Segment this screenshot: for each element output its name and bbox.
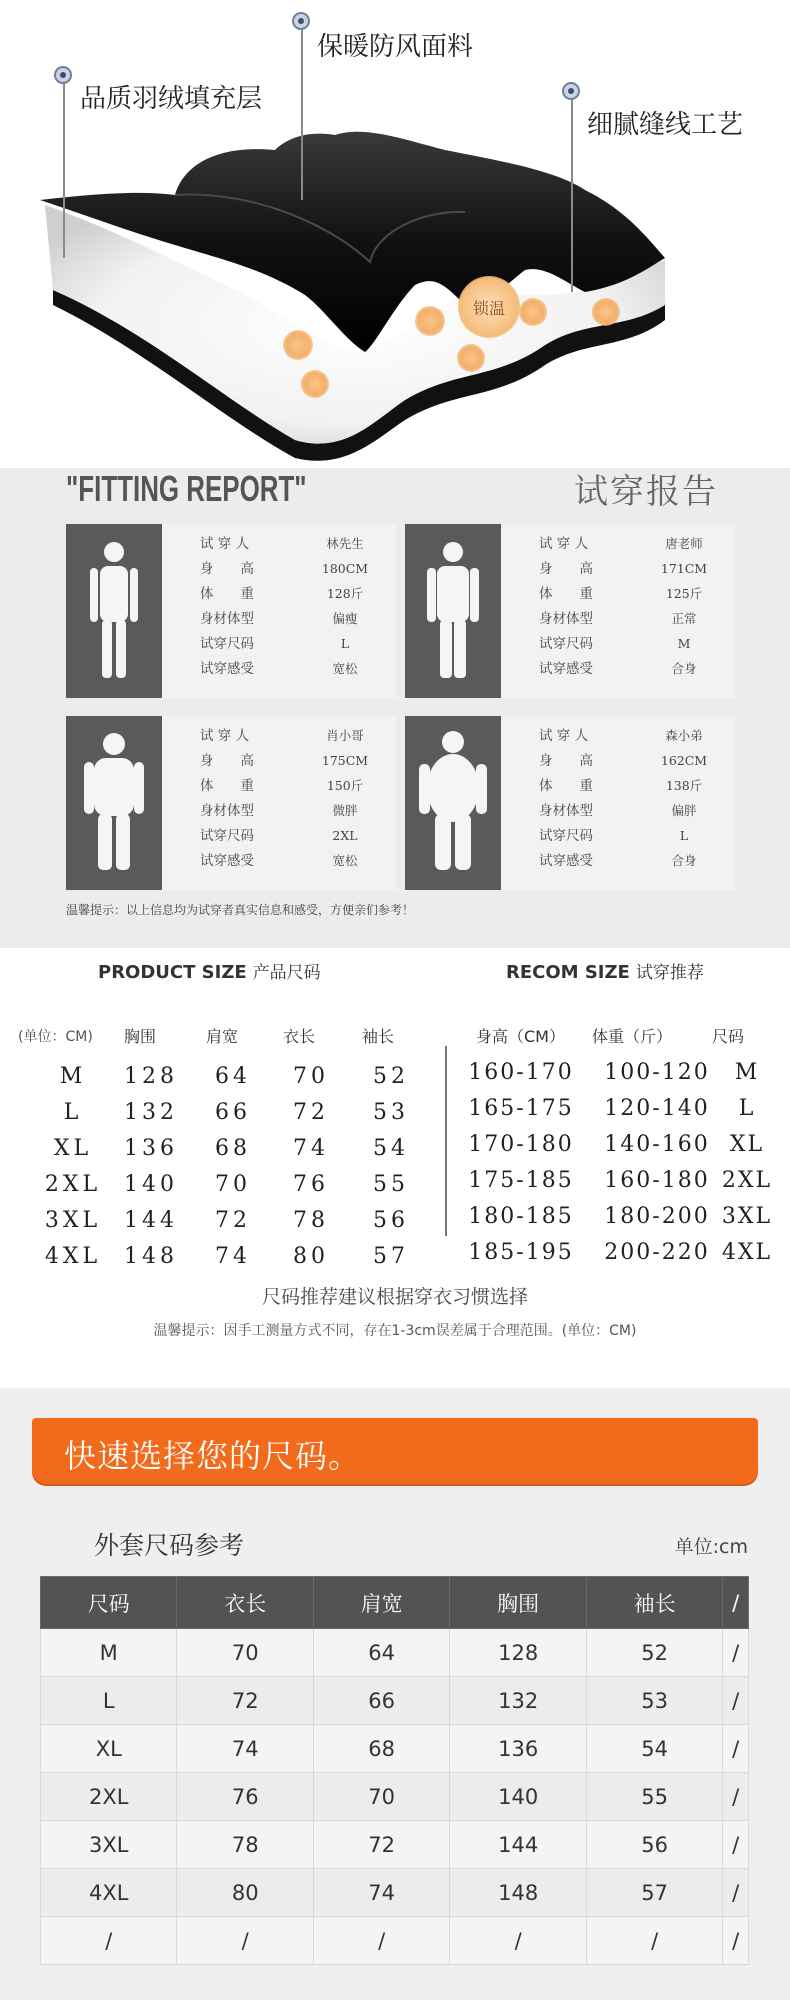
- tester-height: 180CM: [321, 561, 369, 576]
- coat-size-cell: 52: [586, 1629, 722, 1677]
- size-tip: 温馨提示：因手工测量方式不同，存在1-3cm误差属于合理范围。(单位：CM): [153, 1323, 637, 1339]
- recom-size-range: 180-185: [468, 1204, 574, 1229]
- coat-size-row: [41, 1869, 749, 1917]
- tester-card: 试 穿 人 林先生 身 高 180CM 体 重 128斤 身材体型 偏瘦 试穿尺码 L 试穿感受 宽松: [66, 524, 396, 698]
- normal-figure-icon: [405, 524, 501, 698]
- callout-pin-icon: [562, 82, 580, 100]
- coat-size-cell: 2XL: [41, 1773, 177, 1821]
- tester-size: L: [679, 828, 689, 843]
- quick-size-banner: [32, 1418, 758, 1484]
- size-value: 144: [124, 1208, 178, 1233]
- callout-windproof: 保暖防风面料: [317, 32, 474, 62]
- recom-size-range: 140-160: [604, 1132, 710, 1157]
- recom-size-label: XL: [729, 1132, 765, 1157]
- size-value: 140: [124, 1172, 178, 1197]
- coat-size-cell: 136: [450, 1725, 586, 1773]
- tester-feel: 宽松: [332, 661, 358, 676]
- size-label: 3XL: [44, 1208, 102, 1233]
- coat-size-cell: 70: [177, 1629, 313, 1677]
- size-value: 53: [373, 1100, 409, 1125]
- warmth-dot: [519, 298, 547, 326]
- recom-size-label: 2XL: [721, 1168, 773, 1193]
- coat-size-cell: /: [313, 1917, 449, 1965]
- callout-pin-icon: [54, 66, 72, 84]
- product-size-header: 衣长: [283, 1027, 316, 1046]
- coat-size-cell: /: [723, 1773, 749, 1821]
- coat-size-cell: 66: [313, 1677, 449, 1725]
- recom-size-heading: RECOM SIZE 试穿推荐: [506, 962, 704, 983]
- coat-size-cell: /: [723, 1821, 749, 1869]
- coat-size-cell: 140: [450, 1773, 586, 1821]
- recom-size-header: 体重（斤）: [592, 1027, 673, 1046]
- coat-size-cell: 144: [450, 1821, 586, 1869]
- coat-size-cell: XL: [41, 1725, 177, 1773]
- coat-size-cell: /: [177, 1917, 313, 1965]
- slim-figure-icon: [66, 524, 162, 698]
- coat-size-header-row: [41, 1577, 749, 1629]
- heavy-figure-icon: [405, 716, 501, 890]
- size-value: 68: [215, 1136, 251, 1161]
- tester-card: 试 穿 人 肖小哥 身 高 175CM 体 重 150斤 身材体型 微胖 试穿尺码 2XL 试穿感受 宽松: [66, 716, 396, 890]
- tester-feel: 合身: [671, 853, 697, 868]
- coat-size-cell: 70: [313, 1773, 449, 1821]
- product-size-unit-header: (单位：CM): [18, 1029, 93, 1045]
- size-value: 64: [215, 1064, 251, 1089]
- size-label: 4XL: [44, 1244, 102, 1269]
- callout-stitching: 细腻缝线工艺: [587, 110, 744, 140]
- tester-card: 试 穿 人 唐老师 身 高 171CM 体 重 125斤 身材体型 正常 试穿尺码 M 试穿感受 合身: [405, 524, 735, 698]
- tester-weight: 138斤: [665, 778, 703, 793]
- recom-size-range: 185-195: [468, 1240, 574, 1265]
- coat-size-row: [41, 1821, 749, 1869]
- coat-size-cell: 53: [586, 1677, 722, 1725]
- quick-size-banner-text: 快速选择您的尺码。: [64, 1437, 362, 1475]
- tester-size: L: [340, 636, 350, 651]
- tester-weight: 125斤: [665, 586, 703, 601]
- tester-name: 唐老师: [665, 536, 703, 551]
- warmth-dot: [592, 298, 620, 326]
- coat-size-row: [41, 1725, 749, 1773]
- size-value: 76: [293, 1172, 329, 1197]
- size-value: 128: [124, 1064, 178, 1089]
- size-value: 72: [293, 1100, 329, 1125]
- stocky-figure-icon: [66, 716, 162, 890]
- size-value: 74: [215, 1244, 251, 1269]
- tester-height: 171CM: [660, 561, 708, 576]
- recom-size-header: 身高（CM）: [476, 1027, 565, 1046]
- coat-size-row: [41, 1677, 749, 1725]
- recom-size-range: 100-120: [604, 1060, 710, 1085]
- size-label: XL: [53, 1136, 93, 1161]
- coat-size-cell: 56: [586, 1821, 722, 1869]
- size-label: M: [59, 1064, 87, 1089]
- warmth-dot: [283, 330, 313, 360]
- coat-size-cell: /: [586, 1917, 722, 1965]
- coat-size-cell: 74: [177, 1725, 313, 1773]
- size-value: 132: [124, 1100, 178, 1125]
- tester-body: 偏瘦: [332, 611, 358, 626]
- coat-size-cell: 80: [177, 1869, 313, 1917]
- fitting-note: 温馨提示：以上信息均为试穿者真实信息和感受，方便亲们参考！: [66, 903, 415, 917]
- down-jacket-cross-section-image: [25, 0, 770, 468]
- coat-size-header-cell: 衣长: [177, 1577, 313, 1629]
- tester-body: 正常: [671, 611, 697, 626]
- tester-feel: 宽松: [332, 853, 358, 868]
- size-value: 80: [293, 1244, 329, 1269]
- size-value: 70: [215, 1172, 251, 1197]
- tester-name: 肖小哥: [326, 728, 364, 743]
- size-value: 70: [293, 1064, 329, 1089]
- coat-size-header-cell: 尺码: [41, 1577, 177, 1629]
- tester-name: 林先生: [326, 536, 364, 551]
- size-value: 136: [124, 1136, 178, 1161]
- coat-size-cell: 132: [450, 1677, 586, 1725]
- fitting-report-title-cn: 试穿报告: [574, 472, 718, 512]
- coat-size-cell: 54: [586, 1725, 722, 1773]
- tester-weight: 150斤: [326, 778, 364, 793]
- coat-size-cell: 72: [313, 1821, 449, 1869]
- size-label: L: [63, 1100, 83, 1125]
- callout-line: [63, 78, 65, 258]
- tester-weight: 128斤: [326, 586, 364, 601]
- tester-name: 森小弟: [665, 728, 703, 743]
- warmth-lock-label: 锁温: [472, 298, 505, 318]
- coat-size-row: [41, 1629, 749, 1677]
- size-value: 54: [373, 1136, 409, 1161]
- callout-pin-icon: [292, 12, 310, 30]
- quick-size-section: [0, 1388, 790, 2000]
- recom-size-range: 160-180: [604, 1168, 710, 1193]
- tester-height: 162CM: [660, 753, 708, 768]
- recom-size-label: 3XL: [721, 1204, 773, 1229]
- size-value: 52: [373, 1064, 409, 1089]
- size-value: 55: [373, 1172, 409, 1197]
- coat-size-cell: /: [723, 1629, 749, 1677]
- coat-size-header-cell: 肩宽: [313, 1577, 449, 1629]
- product-size-header: 胸围: [124, 1027, 157, 1046]
- coat-size-cell: 68: [313, 1725, 449, 1773]
- size-label: 2XL: [44, 1172, 102, 1197]
- callout-line: [571, 96, 573, 292]
- size-value: 56: [373, 1208, 409, 1233]
- tester-feel: 合身: [671, 661, 697, 676]
- coat-size-row: [41, 1773, 749, 1821]
- recom-size-range: 180-200: [604, 1204, 710, 1229]
- fitting-report-section: [0, 468, 790, 948]
- callout-line: [301, 30, 303, 200]
- recom-size-range: 165-175: [468, 1096, 574, 1121]
- coat-size-cell: 148: [450, 1869, 586, 1917]
- coat-size-cell: 74: [313, 1869, 449, 1917]
- coat-size-unit: 单位:cm: [674, 1536, 748, 1558]
- coat-size-cell: 78: [177, 1821, 313, 1869]
- size-advice: 尺码推荐建议根据穿衣习惯选择: [261, 1286, 528, 1308]
- recom-size-range: 170-180: [468, 1132, 574, 1157]
- recom-size-range: 175-185: [468, 1168, 574, 1193]
- size-value: 57: [373, 1244, 409, 1269]
- coat-size-cell: /: [723, 1869, 749, 1917]
- warmth-lock-badge: [458, 276, 520, 338]
- recom-size-range: 160-170: [468, 1060, 574, 1085]
- coat-size-cell: /: [41, 1917, 177, 1965]
- product-size-header: 袖长: [362, 1027, 395, 1046]
- coat-size-header-cell: 袖长: [586, 1577, 722, 1629]
- recom-size-header: 尺码: [712, 1027, 745, 1046]
- recom-size-label: L: [738, 1096, 756, 1121]
- recom-size-range: 120-140: [604, 1096, 710, 1121]
- product-size-heading: PRODUCT SIZE 产品尺码: [98, 962, 321, 983]
- coat-size-cell: 128: [450, 1629, 586, 1677]
- coat-size-cell: 64: [313, 1629, 449, 1677]
- coat-size-header-cell: /: [723, 1577, 749, 1629]
- size-value: 148: [124, 1244, 178, 1269]
- coat-size-header-cell: 胸围: [450, 1577, 586, 1629]
- size-chart-divider: [445, 1046, 447, 1236]
- coat-size-cell: 4XL: [41, 1869, 177, 1917]
- coat-size-cell: /: [723, 1725, 749, 1773]
- tester-height: 175CM: [321, 753, 369, 768]
- product-size-header: 肩宽: [206, 1027, 239, 1046]
- tester-body: 微胖: [332, 803, 358, 818]
- coat-size-cell: 55: [586, 1773, 722, 1821]
- coat-size-cell: /: [723, 1917, 749, 1965]
- size-value: 72: [215, 1208, 251, 1233]
- coat-size-cell: 72: [177, 1677, 313, 1725]
- coat-size-cell: /: [723, 1677, 749, 1725]
- size-value: 78: [293, 1208, 329, 1233]
- recom-size-label: 4XL: [721, 1240, 773, 1265]
- tester-body: 偏胖: [671, 803, 697, 818]
- coat-size-cell: 57: [586, 1869, 722, 1917]
- coat-size-cell: L: [41, 1677, 177, 1725]
- size-value: 66: [215, 1100, 251, 1125]
- coat-size-row: [41, 1917, 749, 1965]
- tester-size: M: [677, 636, 691, 651]
- warmth-dot: [457, 344, 485, 372]
- fitting-report-title: "FITTING REPORT": [66, 468, 307, 509]
- coat-size-title: 外套尺码参考: [94, 1531, 245, 1560]
- warmth-dot: [301, 370, 329, 398]
- warmth-dot: [415, 306, 445, 336]
- tester-card: 试 穿 人 森小弟 身 高 162CM 体 重 138斤 身材体型 偏胖 试穿尺码 L 试穿感受 合身: [405, 716, 735, 890]
- tester-size: 2XL: [332, 828, 358, 843]
- coat-size-cell: 76: [177, 1773, 313, 1821]
- fabric-illustration: [25, 0, 770, 468]
- coat-size-table: [40, 1576, 749, 1965]
- size-charts-section: [0, 948, 790, 1388]
- recom-size-range: 200-220: [604, 1240, 710, 1265]
- coat-size-cell: /: [450, 1917, 586, 1965]
- coat-size-cell: 3XL: [41, 1821, 177, 1869]
- recom-size-label: M: [734, 1060, 760, 1085]
- size-value: 74: [293, 1136, 329, 1161]
- callout-down-fill: 品质羽绒填充层: [80, 84, 263, 114]
- coat-size-cell: M: [41, 1629, 177, 1677]
